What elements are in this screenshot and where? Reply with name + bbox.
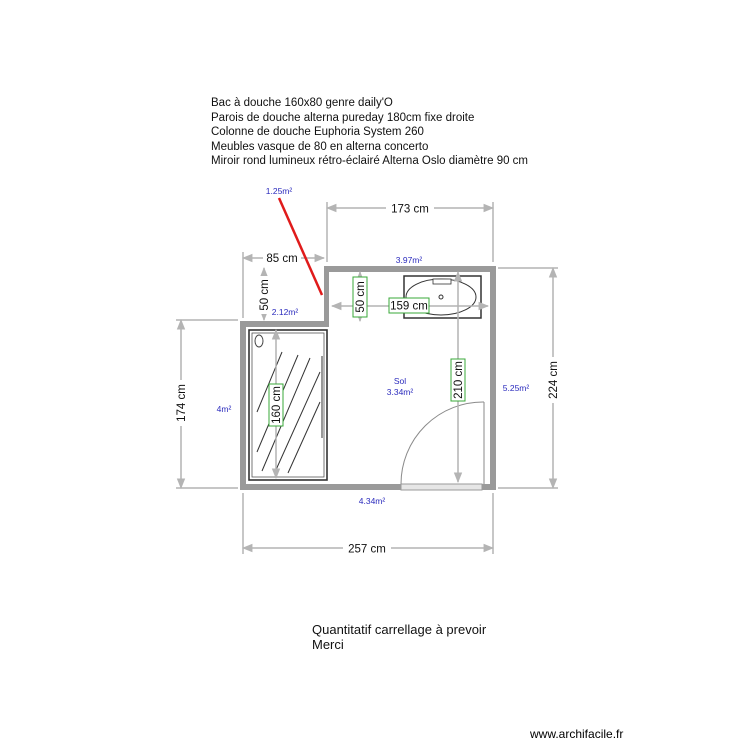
dim-label-room-height: 210 cm — [453, 361, 465, 399]
area-right-wall: 5.25m² — [502, 383, 530, 393]
area-top-wall: 3.97m² — [395, 255, 423, 265]
note-line: Meubles vasque de 80 en alterna concerto — [211, 140, 429, 153]
wall-right — [490, 266, 496, 490]
floor-label: Sol — [393, 376, 407, 386]
dim-label-left-width: 85 cm — [266, 253, 298, 265]
area-step-wall: 2.12m² — [271, 307, 299, 317]
dim-label-right-height: 224 cm — [548, 361, 560, 399]
wall-step-horizontal — [240, 321, 329, 327]
dim-label-vanity: 159 cm — [390, 300, 428, 313]
dim-label-shower: 160 cm — [271, 386, 283, 424]
dim-label-left-height: 174 cm — [176, 384, 188, 422]
note-line: Bac à douche 160x80 genre daily'O — [211, 97, 393, 109]
dim-label-inner-step: 50 cm — [355, 281, 367, 313]
wall-step-vertical — [324, 266, 329, 327]
area-bottom-wall: 4.34m² — [358, 496, 386, 506]
footer-line: Merci — [312, 637, 344, 652]
floor-area: 3.34m² — [386, 387, 414, 397]
note-line: Colonne de douche Euphoria System 260 — [211, 126, 424, 138]
area-pointer: 1.25m² — [265, 186, 293, 196]
footer-line: Quantitatif carrellage à prevoir — [312, 622, 487, 637]
shower-tray — [249, 330, 327, 480]
dim-label-bottom-width: 257 cm — [348, 543, 386, 556]
door-threshold — [401, 484, 482, 490]
note-line: Miroir rond lumineux rétro-éclairé Alterna Oslo diamètre 90 cm — [211, 155, 529, 167]
wall-left — [240, 321, 246, 490]
area-left-wall: 4m² — [216, 404, 232, 414]
faucet — [433, 279, 451, 284]
dim-label-top-width: 173 cm — [391, 203, 429, 216]
pointer-line — [279, 198, 322, 295]
note-line: Parois de douche alterna pureday 180cm fixe droite — [211, 111, 475, 124]
watermark: www.archifacile.fr — [530, 727, 624, 741]
dim-label-step-height: 50 cm — [259, 279, 271, 311]
door-swing-arc — [401, 402, 484, 484]
wall-top — [324, 266, 496, 272]
footer-note — [312, 622, 486, 652]
